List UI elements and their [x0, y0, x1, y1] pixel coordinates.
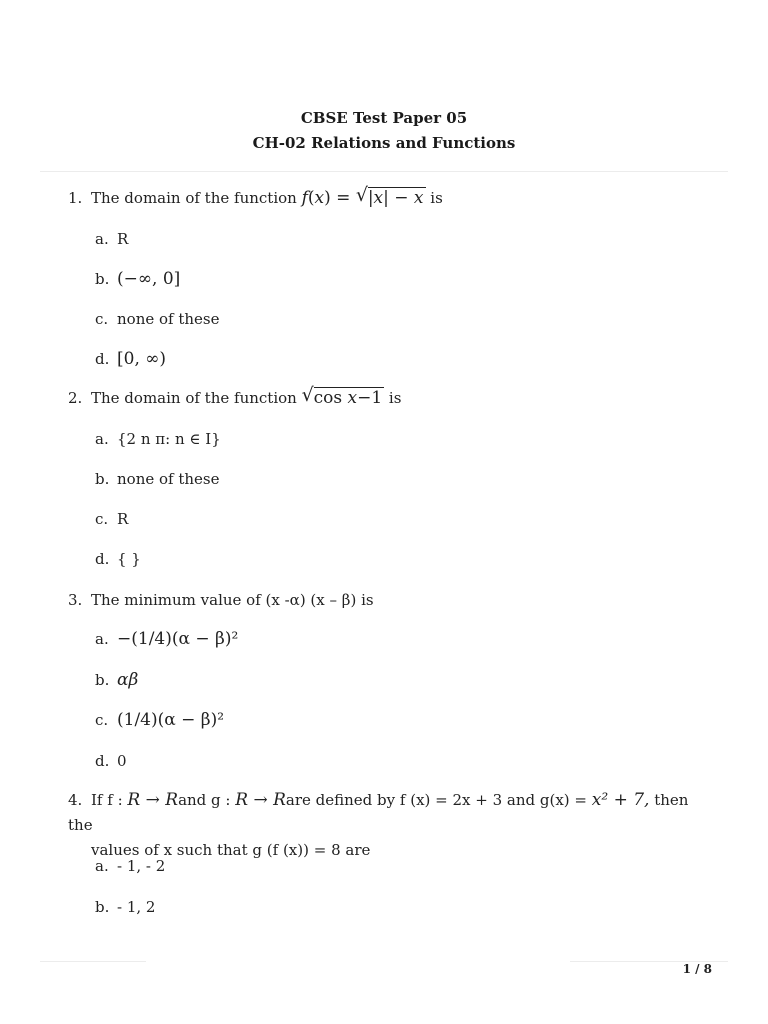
question-math: f(x) = √ |x| − x	[301, 184, 424, 208]
option-3b: b. αβ	[95, 670, 139, 690]
paper-title: CBSE Test Paper 05	[300, 109, 468, 127]
question-text-end: is	[388, 389, 402, 407]
option-3a: a. −(1/4)(α − β)²	[95, 629, 239, 649]
option-1c: c. none of these	[95, 310, 220, 328]
option-3c: c. (1/4)(α − β)²	[95, 710, 225, 730]
paper-chapter: CH-02 Relations and Functions	[252, 134, 516, 152]
question-4: 4. If f : R → Rand g : R → Rare defined by f (x) = 2x + 3 and g(x) = x² + 7, then the values of x such that g (f (x)) = 8 are	[68, 788, 708, 863]
question-2	[68, 386, 708, 411]
question-number: 3.	[68, 591, 83, 609]
question-3	[68, 588, 708, 613]
question-text: The domain of the function	[91, 389, 297, 407]
question-number: 4.	[68, 791, 83, 809]
option-2d: d. { }	[95, 550, 141, 568]
option-4b: b. - 1, 2	[95, 898, 156, 916]
option-1a: a. R	[95, 230, 129, 248]
header-divider	[40, 171, 728, 172]
question-text: The minimum value of (x -α) (x – β) is	[91, 591, 374, 609]
question-1	[68, 186, 708, 211]
option-3a-math: −(1/4)(α − β)²	[117, 629, 239, 649]
question-number: 1.	[68, 189, 83, 207]
footer-divider-left	[40, 961, 146, 962]
option-2a: a. {2 n π: n ∈ I}	[95, 430, 221, 448]
question-text: The domain of the function	[91, 189, 297, 207]
option-3c-math: (1/4)(α − β)²	[117, 710, 225, 730]
question-number: 2.	[68, 389, 83, 407]
option-1d: d. [0, ∞)	[95, 349, 167, 369]
question-text-line2: values of x such that g (f (x)) = 8 are	[91, 841, 371, 859]
option-4a: a. - 1, - 2	[95, 857, 166, 875]
question-math: √ cos x−1	[301, 384, 383, 408]
option-2c: c. R	[95, 510, 129, 528]
option-3d: d. 0	[95, 752, 127, 770]
option-2b: b. none of these	[95, 470, 220, 488]
question-text-end: is	[430, 189, 443, 207]
paper-header	[0, 106, 768, 156]
option-1b: b. (−∞, 0]	[95, 269, 181, 289]
page-number: 1 / 8	[682, 962, 712, 976]
